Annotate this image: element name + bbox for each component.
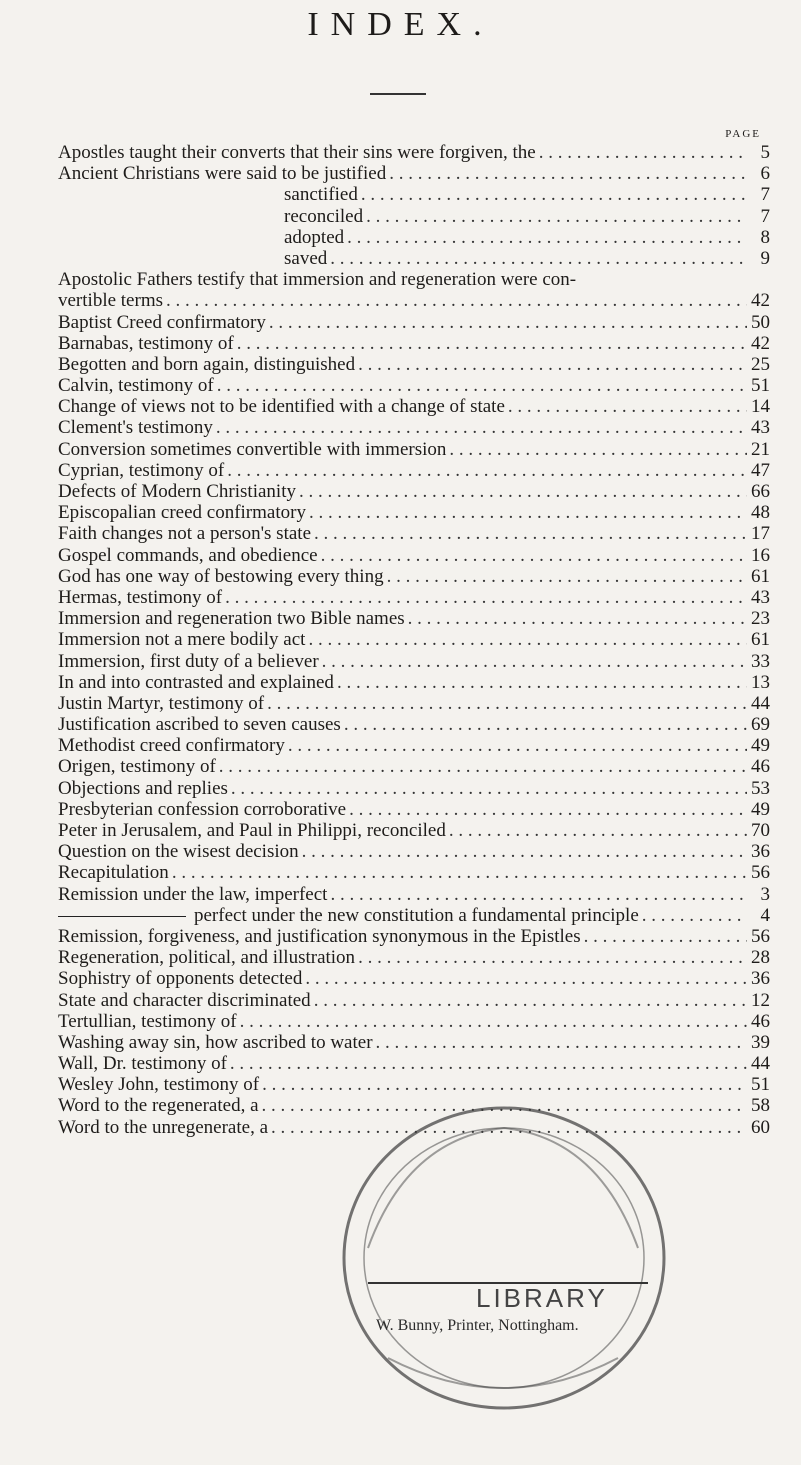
entry-text: Change of views not to be identified with a change of state [58, 396, 505, 418]
leader-dots [288, 735, 747, 756]
leader-dots [376, 1032, 747, 1053]
leader-dots [539, 142, 747, 163]
entry-text: Peter in Jerusalem, and Paul in Philippi, reconciled [58, 820, 446, 841]
leader-dots [449, 820, 747, 841]
leader-dots [314, 990, 747, 1011]
index-entry [58, 290, 770, 311]
entry-text: Wall, Dr. testimony of [58, 1053, 227, 1075]
leader-dots [358, 947, 747, 968]
index-entry [58, 1032, 770, 1053]
index-entry [58, 1011, 770, 1032]
entry-page-number: 61 [751, 629, 770, 651]
entry-text: vertible terms [58, 290, 163, 312]
leader-dots [358, 354, 747, 375]
index-entry [58, 163, 770, 184]
entry-page-number: 60 [751, 1116, 770, 1138]
index-entries [58, 142, 770, 1138]
entry-text: Remission under the law, imperfect [58, 883, 328, 905]
leader-dots [299, 481, 747, 502]
page-title: INDEX. [307, 6, 494, 43]
leader-dots [262, 1074, 747, 1095]
index-entry [58, 714, 770, 735]
entry-text: Question on the wisest decision [58, 841, 299, 863]
index-entry [58, 587, 770, 608]
entry-text: Sophistry of opponents detected [58, 968, 303, 990]
page-column-label: PAGE [725, 128, 761, 140]
leader-dots [225, 587, 747, 608]
index-entry [58, 629, 770, 650]
leader-dots [584, 926, 747, 947]
entry-page-number: 28 [751, 947, 770, 969]
entry-text: Apostles taught their converts that their sins were forgiven, the [58, 142, 536, 163]
index-entry [58, 566, 770, 587]
entry-page-number: 70 [751, 820, 770, 841]
entry-text: Justification ascribed to seven causes [58, 714, 341, 736]
entry-page-number: 44 [751, 1053, 770, 1075]
entry-page-number: 48 [751, 502, 770, 524]
entry-page-number: 51 [751, 1074, 770, 1096]
entry-text: perfect under the new constitution a fundamental principle [58, 905, 639, 926]
entry-text: In and into contrasted and explained [58, 671, 334, 693]
entry-page-number: 33 [751, 650, 770, 672]
leader-dots [330, 884, 747, 905]
index-entry [58, 778, 770, 799]
entry-text: Justin Martyr, testimony of [58, 692, 265, 714]
leader-dots [308, 629, 747, 650]
leader-dots [237, 333, 747, 354]
entry-page-number: 56 [751, 862, 770, 884]
leader-dots [240, 1011, 747, 1032]
index-entry [58, 396, 770, 417]
leader-dots [227, 460, 747, 481]
index-entry [58, 841, 770, 862]
entry-page-number: 46 [751, 756, 770, 778]
entry-page-number: 42 [751, 290, 770, 312]
index-entry [58, 269, 770, 290]
entry-page-number: 36 [751, 841, 770, 863]
entry-page-number: 47 [751, 459, 770, 481]
index-entry [58, 947, 770, 968]
index-entry [58, 523, 770, 544]
leader-dots [389, 163, 747, 184]
leader-dots [349, 799, 747, 820]
index-entry [58, 862, 770, 883]
entry-page-number: 53 [751, 777, 770, 799]
index-entry [58, 1074, 770, 1095]
entry-text: Faith changes not a person's state [58, 523, 312, 545]
stamp-library-label: LIBRARY [476, 1283, 608, 1313]
entry-page-number: 23 [751, 608, 770, 630]
entry-text: Remission, forgiveness, and justification synonymous in the Epistles [58, 925, 581, 947]
entry-page-number: 16 [751, 544, 770, 566]
entry-text: Word to the unregenerate, a [58, 1116, 269, 1138]
entry-text: Immersion and regeneration two Bible names [58, 608, 405, 630]
index-entry [58, 990, 770, 1011]
printer-imprint: W. Bunny, Printer, Nottingham. [376, 1317, 579, 1334]
entry-text: God has one way of bestowing every thing [58, 565, 384, 587]
entry-text: Clement's testimony [58, 417, 213, 439]
leader-dots [361, 184, 747, 205]
entry-text: Defects of Modern Christianity [58, 481, 296, 502]
entry-text: Begotten and born again, distinguished [58, 353, 356, 375]
entry-page-number: 3 [760, 883, 770, 905]
entry-text: Washing away sin, how ascribed to water [58, 1031, 373, 1053]
entry-page-number: 42 [751, 332, 770, 354]
entry-text: Origen, testimony of [58, 756, 216, 778]
leader-dots [216, 417, 747, 438]
entry-text: Wesley John, testimony of [58, 1074, 260, 1096]
leader-dots [309, 502, 747, 523]
entry-page-number: 69 [751, 714, 770, 736]
leader-dots [330, 248, 747, 269]
title-rule [370, 93, 426, 95]
entry-page-number: 13 [751, 671, 770, 693]
index-entry [58, 905, 770, 926]
leader-dots [217, 375, 747, 396]
entry-text: Gospel commands, and obedience [58, 544, 318, 566]
entry-page-number: 44 [751, 692, 770, 714]
entry-page-number: 36 [751, 968, 770, 990]
index-entry [58, 608, 770, 629]
leader-dots [337, 672, 747, 693]
entry-page-number: 66 [751, 481, 770, 502]
entry-text: Methodist creed confirmatory [58, 735, 285, 757]
entry-page-number: 17 [751, 523, 770, 545]
entry-text: Hermas, testimony of [58, 586, 223, 608]
index-entry [58, 206, 770, 227]
entry-page-number: 51 [751, 375, 770, 397]
leader-dots [449, 439, 747, 460]
index-entry [58, 926, 770, 947]
index-entry [58, 312, 770, 333]
leader-dots [231, 778, 747, 799]
entry-text: Ancient Christians were said to be justified [58, 163, 387, 185]
entry-text: sanctified [284, 184, 358, 206]
entry-page-number: 46 [751, 1010, 770, 1032]
leader-dots [305, 968, 747, 989]
index-entry [58, 333, 770, 354]
index-entry [58, 375, 770, 396]
leader-dots [269, 312, 747, 333]
index-entry [58, 693, 770, 714]
leader-dots [408, 608, 747, 629]
index-entry [58, 968, 770, 989]
entry-page-number: 8 [760, 226, 770, 248]
entry-page-number: 58 [751, 1095, 770, 1117]
leader-dots [366, 206, 747, 227]
entry-page-number: 49 [751, 798, 770, 820]
entry-text: Recapitulation [58, 862, 169, 884]
leader-dots [302, 841, 747, 862]
index-entry [58, 884, 770, 905]
leader-dots [508, 396, 747, 417]
leader-dots [314, 523, 747, 544]
entry-page-number: 61 [751, 565, 770, 587]
entry-text: Calvin, testimony of [58, 375, 214, 397]
entry-page-number: 25 [751, 353, 770, 375]
entry-page-number: 43 [751, 417, 770, 439]
entry-text: Word to the regenerated, a [58, 1095, 259, 1117]
entry-page-number: 39 [751, 1031, 770, 1053]
entry-text: Regeneration, political, and illustration [58, 947, 356, 969]
entry-text: Immersion not a mere bodily act [58, 629, 306, 651]
leader-dots [172, 862, 747, 883]
index-entry [58, 502, 770, 523]
index-entry [58, 439, 770, 460]
entry-page-number: 56 [751, 925, 770, 947]
entry-text: Episcopalian creed confirmatory [58, 502, 306, 524]
entry-text: Tertullian, testimony of [58, 1010, 237, 1032]
entry-text: Apostolic Fathers testify that immersion and regeneration were con- [58, 269, 577, 291]
index-entry [58, 417, 770, 438]
index-entry [58, 651, 770, 672]
leader-dots [219, 756, 747, 777]
entry-page-number: 49 [751, 735, 770, 757]
entry-page-number: 21 [751, 438, 770, 460]
entry-page-number: 5 [760, 142, 770, 163]
leader-dots [347, 227, 747, 248]
leader-dots [267, 693, 747, 714]
index-entry [58, 354, 770, 375]
entry-text: Baptist Creed confirmatory [58, 311, 266, 333]
stamp-seal-graphic [258, 1098, 728, 1438]
entry-text: Cyprian, testimony of [58, 459, 225, 481]
entry-text: Conversion sometimes convertible with immersion [58, 438, 447, 460]
index-entry [58, 460, 770, 481]
entry-page-number: 4 [760, 904, 770, 926]
entry-page-number: 7 [760, 184, 770, 206]
entry-text: Barnabas, testimony of [58, 332, 234, 354]
library-stamp [258, 1098, 728, 1438]
index-entry [58, 248, 770, 269]
index-entry [58, 142, 770, 163]
index-entry [58, 481, 770, 502]
index-entry [58, 184, 770, 205]
entry-page-number: 14 [751, 396, 770, 418]
entry-text: saved [284, 247, 328, 269]
entry-page-number: 12 [751, 989, 770, 1011]
index-entry [58, 672, 770, 693]
leader-dots [387, 566, 747, 587]
entry-text: State and character discriminated [58, 989, 311, 1011]
index-entry [58, 820, 770, 841]
leader-dots [344, 714, 747, 735]
index-entry [58, 735, 770, 756]
index-entry [58, 1053, 770, 1074]
leader-dots [322, 651, 747, 672]
leader-dots [230, 1053, 747, 1074]
entry-text: reconciled [284, 205, 364, 227]
leader-dots [642, 905, 747, 926]
entry-text: Objections and replies [58, 777, 228, 799]
entry-text: adopted [284, 226, 345, 248]
entry-page-number: 7 [760, 205, 770, 227]
index-entry [58, 799, 770, 820]
index-entry [58, 545, 770, 566]
leader-dots [166, 290, 747, 311]
leader-dots [321, 545, 747, 566]
entry-page-number: 50 [751, 311, 770, 333]
entry-text: Presbyterian confession corroborative [58, 798, 347, 820]
entry-page-number: 6 [760, 163, 770, 185]
index-entry [58, 756, 770, 777]
entry-page-number: 43 [751, 586, 770, 608]
entry-page-number: 9 [760, 247, 770, 269]
entry-text: Immersion, first duty of a believer [58, 650, 319, 672]
index-entry [58, 227, 770, 248]
